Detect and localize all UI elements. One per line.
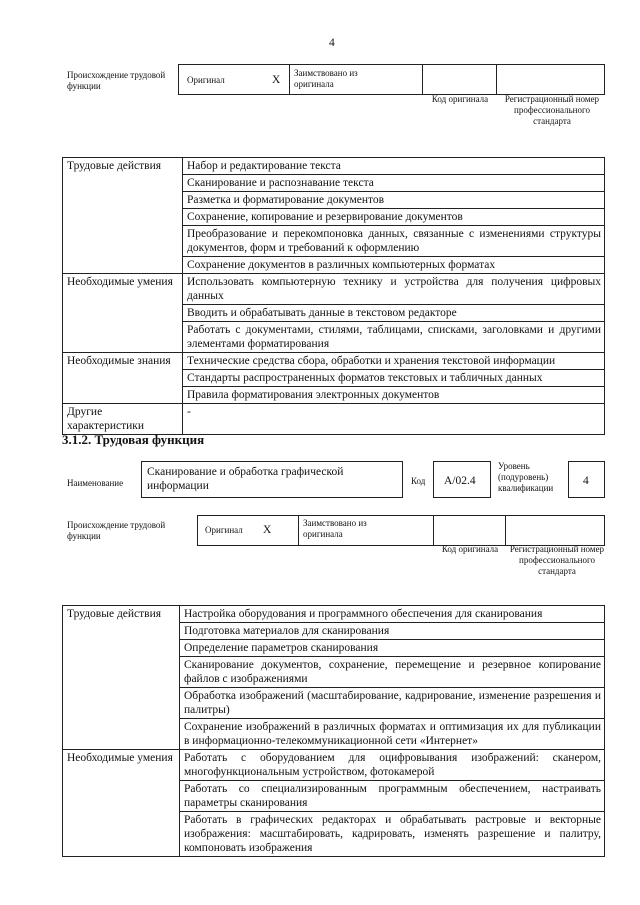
original-label: Оригинал: [187, 75, 225, 85]
row-label: Трудовые действия: [63, 158, 183, 274]
origin-borrowed-cell: [289, 64, 423, 95]
original-mark: X: [263, 524, 272, 536]
row-label: Трудовые действия: [63, 606, 180, 750]
table-cell: Использовать компьютерную технику и устройства для получения цифровых данных: [183, 274, 605, 305]
qualification-level-label: Уровень (подуровень) квалификации: [498, 461, 554, 493]
borrowed-label: Заимствовано из оригинала: [294, 68, 358, 89]
function-name-cell: [141, 461, 403, 498]
table-cell: -: [183, 404, 605, 435]
origin-reg-cell: [496, 64, 605, 95]
origin-label: Происхождение трудовой функции: [67, 70, 166, 91]
origin-original-cell: [178, 64, 290, 95]
table-cell: Подготовка материалов для сканирования: [180, 623, 605, 640]
table-row: [63, 606, 605, 623]
table-cell: Сканирование и распознавание текста: [183, 175, 605, 192]
table-cell: Сохранение документов в различных компьютерных форматах: [183, 257, 605, 274]
origin-code-cell: [433, 515, 506, 546]
borrowed-label: Заимствовано из оригинала: [303, 518, 367, 539]
table-cell: Определение параметров сканирования: [180, 640, 605, 657]
code-value-cell: [433, 461, 491, 498]
row-label: Необходимые знания: [63, 353, 183, 404]
function-name: Сканирование и обработка графической информации: [147, 466, 344, 492]
table-cell: Технические средства сбора, обработки и хранения текстовой информации: [183, 353, 605, 370]
original-label: Оригинал: [205, 525, 243, 535]
table-cell: Набор и редактирование текста: [183, 158, 605, 175]
table-cell: Сохранение, копирование и резервирование документов: [183, 209, 605, 226]
table-row: [63, 353, 605, 370]
table-row: [63, 750, 605, 781]
table-cell: Сохранение изображений в различных форматах и оптимизация их для публикации в информационно-телекоммуникационной сети «Интернет»: [180, 719, 605, 750]
origin-code-cell: [422, 64, 497, 95]
table-cell: Правила форматирования электронных документов: [183, 387, 605, 404]
table-cell: Стандарты распространенных форматов текстовых и табличных данных: [183, 370, 605, 387]
original-mark: X: [272, 74, 281, 86]
table-cell: Преобразование и перекомпоновка данных, связанные с изменениями структуры документов, форм и требований к оформлению: [183, 226, 605, 257]
table-cell: Разметка и форматирование документов: [183, 192, 605, 209]
table-cell: Вводить и обрабатывать данные в текстовом редакторе: [183, 305, 605, 322]
code-original-label: Код оригинала: [431, 94, 489, 104]
code-original-label: Код оригинала: [441, 544, 499, 554]
section-heading: 3.1.2. Трудовая функция: [62, 432, 205, 447]
name-label: Наименование: [67, 478, 124, 488]
table-cell: Работать со специализированным программным обеспечением, настраивать параметры сканирования: [180, 781, 605, 812]
origin-original-cell: [197, 515, 299, 546]
table-cell: Сканирование документов, сохранение, перемещение и резервное копирование файлов с изображениями: [180, 657, 605, 688]
table-cell: Работать с оборудованием для оцифровывания изображений: сканером, многофункциональным устройством, фотокамерой: [180, 750, 605, 781]
reg-number-label: Регистрационный номер профессионального стандарта: [509, 544, 605, 576]
row-label: Необходимые умения: [63, 750, 180, 857]
table-row: [63, 404, 605, 435]
origin-borrowed-cell: [298, 515, 434, 546]
labor-function-table-2: [62, 605, 605, 857]
origin-label: Происхождение трудовой функции: [67, 520, 166, 541]
table-cell: Работать с документами, стилями, таблицами, списками, заголовками и другими элементами форматирования: [183, 322, 605, 353]
level-value-cell: [568, 461, 605, 498]
table-cell: Настройка оборудования и программного обеспечения для сканирования: [180, 606, 605, 623]
labor-function-table-1: [62, 157, 605, 435]
table-cell: Работать в графических редакторах и обрабатывать растровые и векторные изображения: масштабировать, кадрировать, изменять разрешение и палитру, компоновать изображения: [180, 812, 605, 857]
origin-reg-cell: [505, 515, 605, 546]
row-label: Другие характеристики: [63, 404, 183, 435]
row-label: Необходимые умения: [63, 274, 183, 353]
table-row: [63, 274, 605, 305]
code-label: Код: [411, 476, 426, 486]
page-number: 4: [329, 37, 335, 49]
level-value: 4: [583, 475, 589, 487]
reg-number-label: Регистрационный номер профессионального стандарта: [504, 94, 600, 126]
code-value: A/02.4: [444, 475, 476, 487]
table-cell: Обработка изображений (масштабирование, кадрирование, изменение разрешения и палитры): [180, 688, 605, 719]
table-row: [63, 158, 605, 175]
